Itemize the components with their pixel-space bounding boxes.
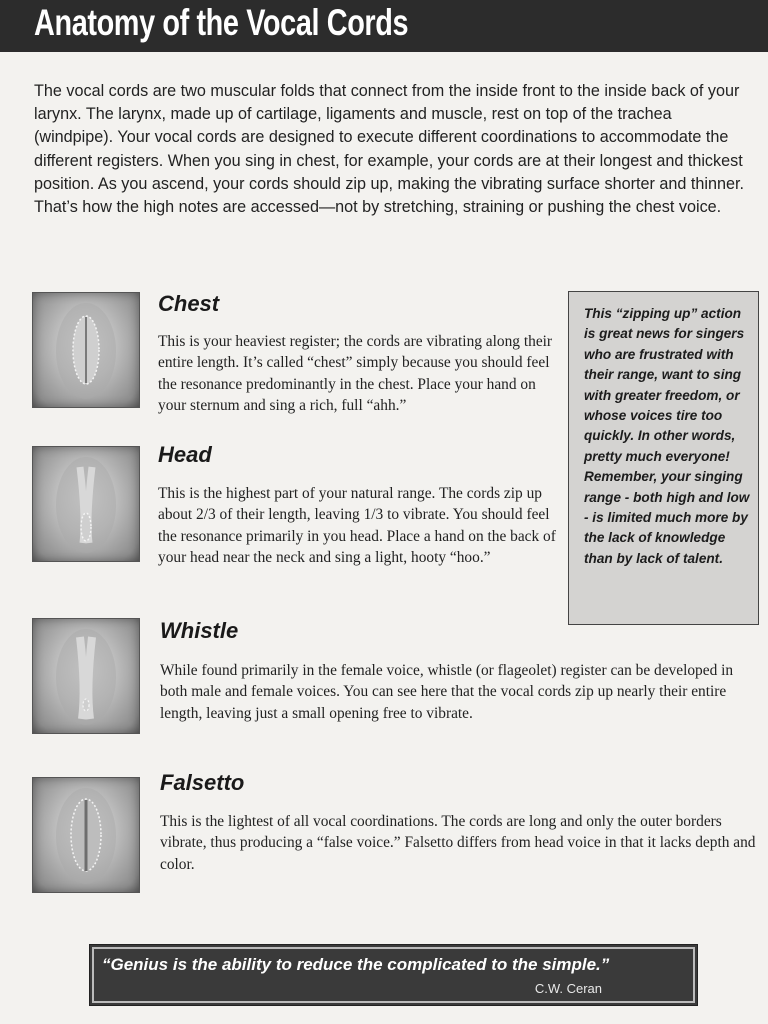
- vocal-cords-whistle-illustration: [32, 618, 140, 734]
- intro-paragraph: The vocal cords are two muscular folds that connect from the inside front to the inside back of your larynx. The larynx, made up of cartilage, ligaments and muscle, rest on top of the trachea (windpipe). Your vocal cords are designed to execute different coordinations to accommodate the different registers. When you sing in chest, for example, your cords are at their longest and thickest position. As you ascend, your cords should zip up, making the vibrating surface shorter and thinner. That’s how the high notes are accessed—not by stretching, straining or pushing the chest voice.: [34, 82, 744, 217]
- section-title-falsetto: Falsetto: [160, 770, 245, 795]
- quote-text: “Genius is the ability to reduce the complicated to the simple.”: [102, 955, 610, 974]
- section-body-falsetto: This is the lightest of all vocal coordinations. The cords are long and only the outer borders vibrate, thus producing a “false voice.” Falsetto differs from head voice in that it lacks depth and color.: [160, 813, 756, 873]
- title-bar: [0, 0, 768, 52]
- section-body-head: This is the highest part of your natural range. The cords zip up about 2/3 of their length, leaving 1/3 to vibrate. You should feel the resonance primarily in you head. Place a hand on the back of your head near the neck and sing a light, hooty “hoo.”: [158, 485, 556, 566]
- page-title: Anatomy of the Vocal Cords: [34, 2, 409, 43]
- section-title-whistle: Whistle: [160, 618, 239, 643]
- section-title-chest: Chest: [158, 291, 220, 316]
- vocal-cords-chest-illustration: [32, 292, 140, 408]
- section-body-chest: This is your heaviest register; the cords are vibrating along their entire length. It’s called “chest” simply because you should feel the resonance predominantly in the chest. Place your hand on your sternum and sing a rich, full “ahh.”: [158, 333, 553, 414]
- vocal-cords-head-illustration: [32, 446, 140, 562]
- quote-box: [89, 944, 698, 1006]
- callout-text: This “zipping up” action is great news for singers who are frustrated with their range, want to sing with greater freedom, or whose voices tire too quickly. In other words, pretty much everyone! Remember, your singing range - both high and low - is limited much more by the lack of knowledge than by lack of talent.: [584, 306, 750, 566]
- section-title-head: Head: [158, 442, 212, 467]
- vocal-cords-falsetto-illustration: [32, 777, 140, 893]
- callout-box: [568, 291, 759, 625]
- quote-author: C.W. Ceran: [534, 981, 602, 996]
- section-body-whistle: While found primarily in the female voice, whistle (or flageolet) register can be developed in both male and female voices. You can see here that the vocal cords zip up nearly their entire length, leaving just a small opening free to vibrate.: [160, 662, 734, 722]
